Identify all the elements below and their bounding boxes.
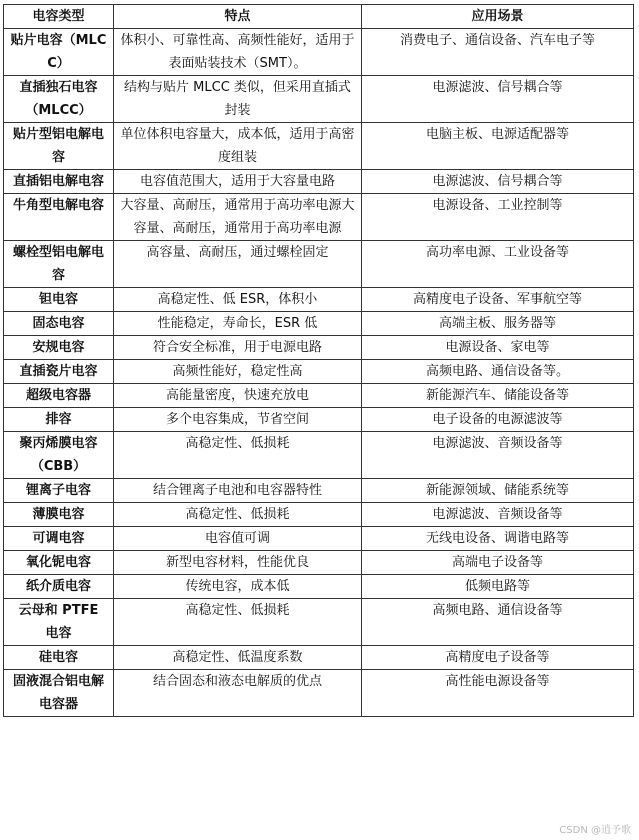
cell-application: 电子设备的电源滤波等 — [362, 408, 634, 432]
cell-type: 聚丙烯膜电容（CBB） — [4, 432, 114, 479]
cell-type: 牛角型电解电容 — [4, 194, 114, 241]
cell-application: 电源滤波、音频设备等 — [362, 432, 634, 479]
cell-application: 电源设备、工业控制等 — [362, 194, 634, 241]
cell-type: 超级电容器 — [4, 384, 114, 408]
table-row — [4, 575, 634, 599]
cell-application: 高精度电子设备等 — [362, 646, 634, 670]
watermark: CSDN @逍予歌 — [559, 825, 631, 836]
cell-feature: 新型电容材料，性能优良 — [114, 551, 362, 575]
cell-feature: 传统电容，成本低 — [114, 575, 362, 599]
cell-type: 可调电容 — [4, 527, 114, 551]
cell-feature: 高能量密度，快速充放电 — [114, 384, 362, 408]
table-row — [4, 432, 634, 479]
table-row — [4, 479, 634, 503]
cell-application: 高端主板、服务器等 — [362, 312, 634, 336]
cell-type: 贴片电容（MLCC） — [4, 29, 114, 76]
table-row — [4, 527, 634, 551]
cell-type: 薄膜电容 — [4, 503, 114, 527]
cell-feature: 多个电容集成，节省空间 — [114, 408, 362, 432]
cell-type: 直插独石电容（MLCC） — [4, 76, 114, 123]
table-header-row — [4, 5, 634, 29]
cell-feature: 高频性能好，稳定性高 — [114, 360, 362, 384]
cell-feature: 高稳定性、低 ESR，体积小 — [114, 288, 362, 312]
cell-feature: 高稳定性、低温度系数 — [114, 646, 362, 670]
cell-feature: 高容量、高耐压，通过螺栓固定 — [114, 241, 362, 288]
header-type: 电容类型 — [4, 5, 114, 29]
table-row — [4, 408, 634, 432]
table-row — [4, 123, 634, 170]
table-row — [4, 503, 634, 527]
cell-feature: 性能稳定，寿命长，ESR 低 — [114, 312, 362, 336]
cell-feature: 高稳定性、低损耗 — [114, 503, 362, 527]
cell-type: 直插铝电解电容 — [4, 170, 114, 194]
cell-feature: 高稳定性、低损耗 — [114, 432, 362, 479]
table-row — [4, 312, 634, 336]
cell-feature: 结合锂离子电池和电容器特性 — [114, 479, 362, 503]
cell-application: 高频电路、通信设备等 — [362, 599, 634, 646]
cell-application: 电源滤波、信号耦合等 — [362, 76, 634, 123]
cell-type: 排容 — [4, 408, 114, 432]
cell-type: 固态电容 — [4, 312, 114, 336]
cell-application: 消费电子、通信设备、汽车电子等 — [362, 29, 634, 76]
cell-application: 高性能电源设备等 — [362, 670, 634, 717]
cell-application: 高端电子设备等 — [362, 551, 634, 575]
table-row — [4, 288, 634, 312]
table-row — [4, 76, 634, 123]
cell-feature: 大容量、高耐压，通常用于高功率电源大容量、高耐压，通常用于高功率电源 — [114, 194, 362, 241]
header-application: 应用场景 — [362, 5, 634, 29]
cell-feature: 结构与贴片 MLCC 类似，但采用直插式封装 — [114, 76, 362, 123]
cell-type: 钽电容 — [4, 288, 114, 312]
table-row — [4, 170, 634, 194]
cell-application: 低频电路等 — [362, 575, 634, 599]
table-row — [4, 384, 634, 408]
table-row — [4, 670, 634, 717]
table-row — [4, 551, 634, 575]
cell-type: 云母和 PTFE 电容 — [4, 599, 114, 646]
cell-application: 高功率电源、工业设备等 — [362, 241, 634, 288]
cell-type: 螺栓型铝电解电容 — [4, 241, 114, 288]
cell-type: 固液混合铝电解电容器 — [4, 670, 114, 717]
table-row — [4, 360, 634, 384]
capacitor-table — [3, 4, 634, 717]
header-feature: 特点 — [114, 5, 362, 29]
cell-application: 高频电路、通信设备等。 — [362, 360, 634, 384]
cell-feature: 符合安全标准，用于电源电路 — [114, 336, 362, 360]
cell-application: 电脑主板、电源适配器等 — [362, 123, 634, 170]
cell-feature: 高稳定性、低损耗 — [114, 599, 362, 646]
cell-type: 纸介质电容 — [4, 575, 114, 599]
cell-application: 无线电设备、调谐电路等 — [362, 527, 634, 551]
cell-application: 电源设备、家电等 — [362, 336, 634, 360]
cell-feature: 体积小、可靠性高、高频性能好，适用于表面贴装技术（SMT）。 — [114, 29, 362, 76]
table-row — [4, 336, 634, 360]
cell-type: 锂离子电容 — [4, 479, 114, 503]
cell-feature: 结合固态和液态电解质的优点 — [114, 670, 362, 717]
table-row — [4, 646, 634, 670]
cell-application: 电源滤波、信号耦合等 — [362, 170, 634, 194]
cell-type: 直插瓷片电容 — [4, 360, 114, 384]
table-row — [4, 599, 634, 646]
cell-feature: 电容值范围大，适用于大容量电路 — [114, 170, 362, 194]
cell-application: 高精度电子设备、军事航空等 — [362, 288, 634, 312]
cell-type: 氧化铌电容 — [4, 551, 114, 575]
cell-feature: 单位体积电容量大，成本低，适用于高密度组装 — [114, 123, 362, 170]
cell-application: 新能源汽车、储能设备等 — [362, 384, 634, 408]
cell-application: 电源滤波、音频设备等 — [362, 503, 634, 527]
table-row — [4, 241, 634, 288]
cell-feature: 电容值可调 — [114, 527, 362, 551]
cell-application: 新能源领域、储能系统等 — [362, 479, 634, 503]
table-row — [4, 29, 634, 76]
cell-type: 贴片型铝电解电容 — [4, 123, 114, 170]
cell-type: 硅电容 — [4, 646, 114, 670]
table-row — [4, 194, 634, 241]
cell-type: 安规电容 — [4, 336, 114, 360]
